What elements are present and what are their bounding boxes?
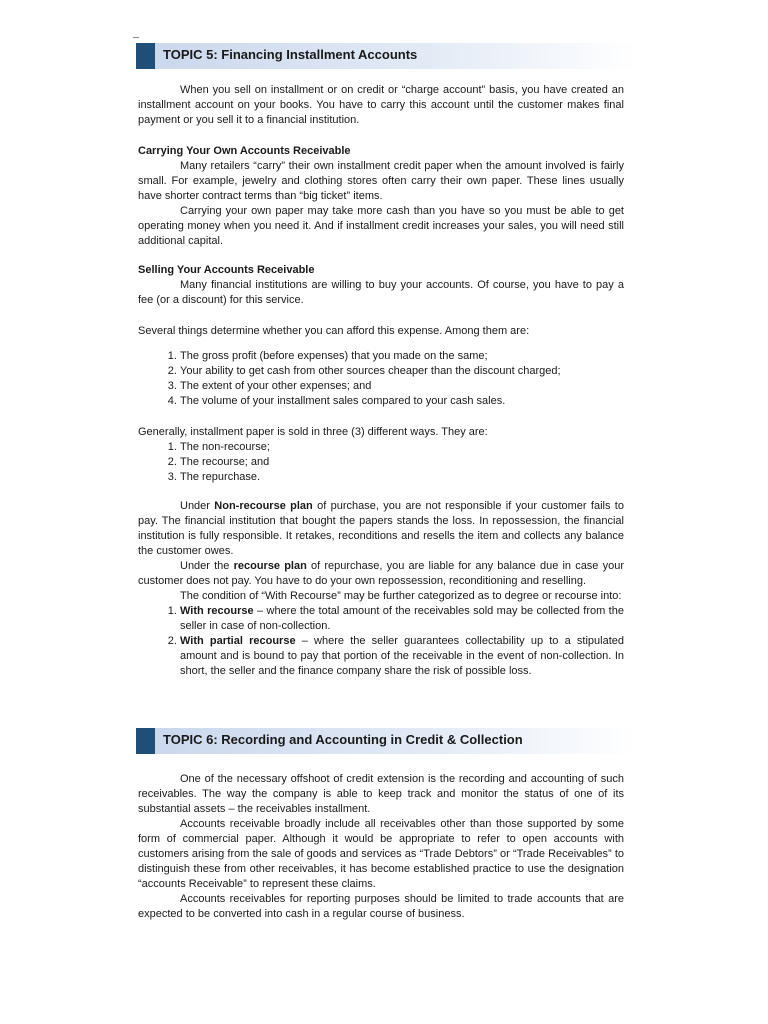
recourse-type-term: With partial recourse: [180, 635, 296, 647]
recourse-post: of repurchase, you are liable for any balance due in case your customer does not pay. You have to do your own repossession, reconditioning and reselling.: [138, 560, 624, 587]
ways-item: 3. The repurchase.: [180, 470, 624, 485]
with-recourse-intro: The condition of “With Recourse” may be further categorized as to degree or recourse into:: [180, 590, 622, 602]
carrying-paragraph-1: Many retailers “carry” their own installment credit paper when the amount involved is fairly small. For example, jewelry and clothing stores often carry their own paper. These lines usually have shorter contract terms than “big ticket” items.: [138, 160, 624, 202]
afford-item: 4. The volume of your installment sales compared to your cash sales.: [180, 394, 624, 409]
topic5-intro-section: [138, 83, 624, 128]
topic6-banner-accent: [136, 728, 155, 754]
selling-section: [138, 263, 624, 308]
carrying-heading: Carrying Your Own Accounts Receivable: [138, 145, 351, 157]
recourse-type-desc: – where the seller guarantees collectability up to a stipulated amount and is bound to pay that portion of the receivable in the event of non-collection. In short, the seller and the finance company share the risk of possible loss.: [180, 635, 624, 677]
recourse-type-item: [180, 634, 624, 679]
topic6-section: [138, 772, 624, 922]
afford-intro: Several things determine whether you can afford this expense. Among them are:: [138, 325, 530, 337]
ways-item: 2. The recourse; and: [180, 455, 624, 470]
topic6-banner: [136, 728, 636, 754]
ways-list: [138, 440, 624, 485]
topic5-banner: [136, 43, 636, 69]
nonrecourse-pre: Under: [180, 500, 215, 512]
topic6-paragraph-3: Accounts receivables for reporting purposes should be limited to trade accounts that are expected to be converted into cash in a regular course of business.: [138, 893, 624, 920]
nonrecourse-term: Non-recourse plan: [214, 500, 313, 512]
selling-paragraph: Many financial institutions are willing to buy your accounts. Of course, you have to pay a fee (or a discount) for this service.: [138, 279, 624, 306]
recourse-term: recourse plan: [233, 560, 307, 572]
afford-section: [138, 324, 624, 339]
afford-list-section: [138, 349, 624, 409]
recourse-type-desc: – where the total amount of the receivables sold may be collected from the seller in case of non-collection.: [180, 605, 624, 632]
topic5-title: TOPIC 5: Financing Installment Accounts: [163, 47, 418, 62]
plans-section: [138, 499, 624, 679]
carrying-paragraph-2: Carrying your own paper may take more cash than you have so you must be able to get operating money when you need it. And if installment credit increases your sales, you will need still additional capital.: [138, 205, 624, 247]
topic5-banner-accent: [136, 43, 155, 69]
recourse-types-list: [138, 604, 624, 679]
recourse-pre: Under the: [180, 560, 234, 572]
nonrecourse-paragraph: [138, 499, 624, 559]
carrying-section: [138, 144, 624, 249]
corner-mark: [133, 37, 139, 38]
ways-intro: Generally, installment paper is sold in three (3) different ways. They are:: [138, 426, 488, 438]
topic6-title: TOPIC 6: Recording and Accounting in Credit & Collection: [163, 732, 523, 747]
afford-item: 3. The extent of your other expenses; and: [180, 379, 624, 394]
topic5-intro: When you sell on installment or on credit or “charge account” basis, you have created an installment account on your books. You have to carry this account until the customer makes final payment or you sell it to a financial institution.: [138, 84, 624, 126]
recourse-type-item: [180, 604, 624, 634]
afford-item: 2. Your ability to get cash from other sources cheaper than the discount charged;: [180, 364, 624, 379]
ways-section: [138, 425, 624, 485]
recourse-type-term: With recourse: [180, 605, 254, 617]
topic6-paragraph-2: Accounts receivable broadly include all receivables other than those supported by some form of commercial paper. Although it would be appropriate to refer to open accounts with customers arising from the sale of goods and services as “Trade Debtors” or “Trade Receivables” to distinguish these from other receivables, it has become established practice to use the designation “accounts Receivable” to represent these claims.: [138, 818, 624, 890]
nonrecourse-post: of purchase, you are not responsible if your customer fails to pay. The financial institution that bought the papers stands the loss. In repossession, the financial institution is fully responsible. It retakes, reconditions and resells the item and collects any balance the customer owes.: [138, 500, 624, 557]
selling-heading: Selling Your Accounts Receivable: [138, 264, 315, 276]
recourse-paragraph: [138, 559, 624, 589]
afford-list: [138, 349, 624, 409]
topic6-paragraph-1: One of the necessary offshoot of credit extension is the recording and accounting of such receivables. The way the company is able to keep track and monitor the status of one of its substantial assets – the receivables installment.: [138, 773, 624, 815]
afford-item: 1. The gross profit (before expenses) that you made on the same;: [180, 349, 624, 364]
ways-item: 1. The non-recourse;: [180, 440, 624, 455]
